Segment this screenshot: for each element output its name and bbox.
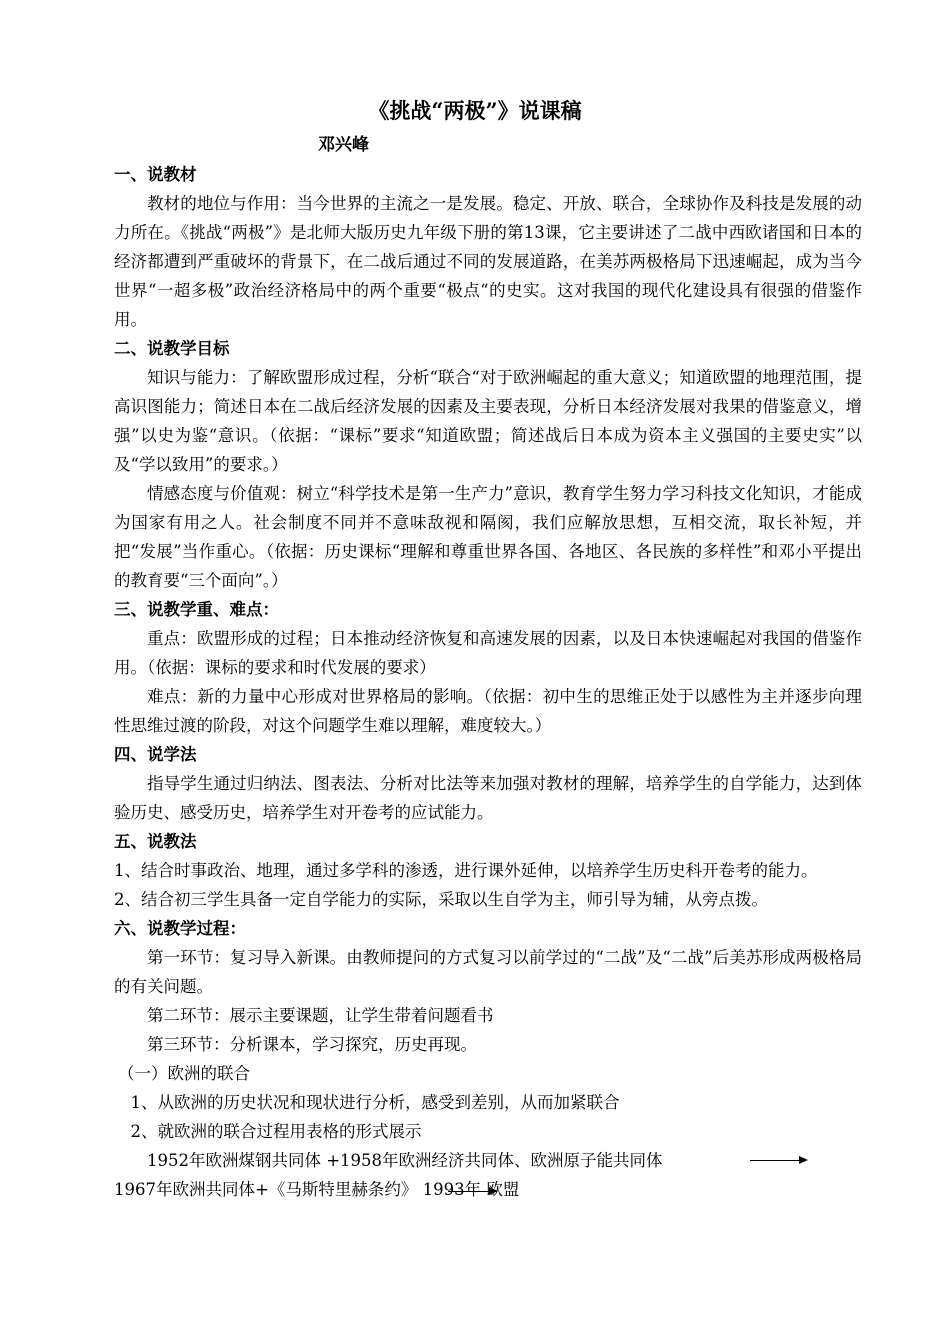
paragraph: 1、结合时事政治、地理，通过多学科的渗透，进行课外延伸，以培养学生历史科开卷考的能力。	[114, 861, 818, 880]
section-heading-objectives: 二、说教学目标	[114, 339, 230, 358]
paragraph: 教材的地位与作用：当今世界的主流之一是发展。稳定、开放、联合，全球协作及科技是发展的动力所在。《挑战“两极”》是北师大版历史九年级下册的第13课，它主要讲述了二战中西欧诸国和日本的经济都遭到严重破坏的背景下，在二战后通过不同的发展道路，在美苏两极格局下迅速崛起，成为当今世界“一超多极”政治经济格局中的两个重要“极点“的史实。这对我国的现代化建设具有很强的借鉴作用。	[114, 194, 862, 329]
section-heading-learning-methods: 四、说学法	[114, 745, 197, 764]
timeline-line-1	[114, 1146, 862, 1175]
paragraph: 第三环节：分析课本，学习探究，历史再现。	[147, 1035, 477, 1054]
section-heading-key-points: 三、说教学重、难点：	[114, 600, 279, 619]
section-heading-teaching-methods: 五、说教法	[114, 832, 197, 851]
paragraph: 第一环节：复习导入新课。由教师提问的方式复习以前学过的“二战”及“二战”后美苏形成两极格局的有关问题。	[114, 948, 862, 996]
timeline-text: 1952年欧洲煤钢共同体 +1958年欧洲经济共同体、欧洲原子能共同体	[147, 1151, 663, 1170]
list-item: 2、就欧洲的联合过程用表格的形式展示	[130, 1122, 422, 1141]
paragraph: 重点：欧盟形成的过程；日本推动经济恢复和高速发展的因素，以及日本快速崛起对我国的借鉴作用。（依据：课标的要求和时代发展的要求）	[114, 629, 862, 677]
arrow-right-icon	[448, 1191, 496, 1192]
author-name: 邓兴峰	[318, 135, 369, 155]
list-item: 1、从欧洲的历史状况和现状进行分析，感受到差别，从而加紧联合	[130, 1093, 620, 1112]
paragraph: 2、结合初三学生具备一定自学能力的实际，采取以生自学为主，师引导为辅，从旁点拨。	[114, 890, 768, 909]
paragraph: 情感态度与价值观：树立“科学技术是第一生产力”意识，教育学生努力学习科技文化知识，才能成为国家有用之人。社会制度不同并不意味敌视和隔阂，我们应解放思想，互相交流，取长补短，并把“发展”当作重心。（依据：历史课标“理解和尊重世界各国、各地区、各民族的多样性”和邓小平提出的教育要“三个面向”。）	[114, 484, 862, 590]
paragraph: 知识与能力：了解欧盟形成过程，分析“联合“对于欧洲崛起的重大意义；知道欧盟的地理范围，提高识图能力；简述日本在二战后经济发展的因素及主要表现，分析日本经济发展对我果的借鉴意义，增强”以史为鉴“意识。（依据：“课标”要求“知道欧盟；简述战后日本成为资本主义强国的主要史实”以及“学以致用”的要求。）	[114, 368, 862, 474]
document-body	[114, 160, 862, 1204]
timeline-text: 1993年 欧盟	[422, 1180, 520, 1199]
section-heading-teaching-process: 六、说教学过程：	[114, 919, 246, 938]
paragraph: 第二环节：展示主要课题，让学生带着问题看书	[147, 1006, 494, 1025]
document-title: 《挑战“两极”》说课稿	[368, 98, 582, 123]
timeline-line-2	[114, 1175, 862, 1204]
section-heading-textbook: 一、说教材	[114, 165, 197, 184]
arrow-right-icon	[750, 1160, 806, 1161]
subsection-heading: （一）欧洲的联合	[118, 1064, 250, 1083]
paragraph: 难点：新的力量中心形成对世界格局的影响。（依据：初中生的思维正处于以感性为主并逐步向理性思维过渡的阶段，对这个问题学生难以理解，难度较大。）	[114, 687, 862, 735]
paragraph: 指导学生通过归纳法、图表法、分析对比法等来加强对教材的理解，培养学生的自学能力，达到体验历史、感受历史，培养学生对开卷考的应试能力。	[114, 774, 862, 822]
timeline-text: 1967年欧洲共同体+《马斯特里赫条约》	[114, 1180, 418, 1199]
